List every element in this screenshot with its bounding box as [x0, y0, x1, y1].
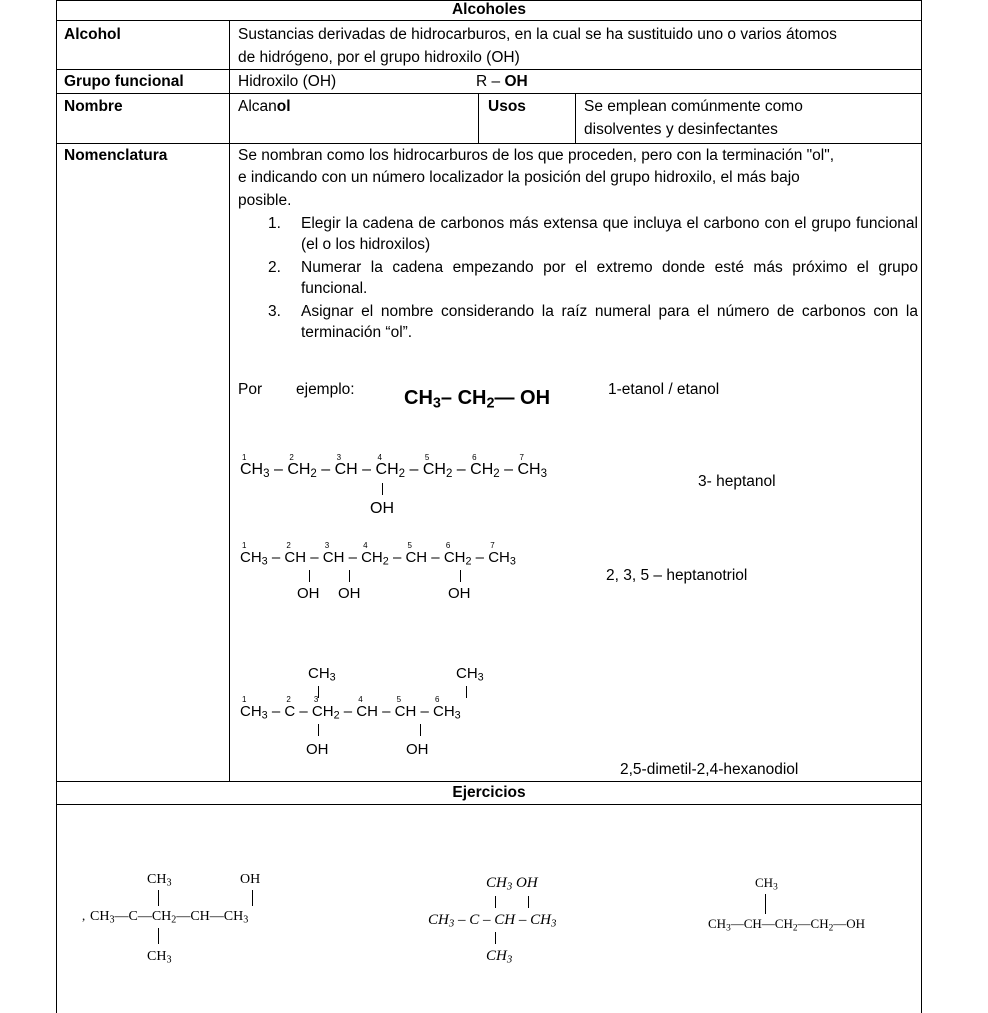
- border-usos-left: [478, 93, 479, 143]
- exercise2-bond-top-c: [495, 896, 496, 908]
- example1-formula: $CH_3-$ $CH_2—$ OH: [404, 387, 551, 412]
- nomenclatura-intro-line-1: Se nombran como los hidrocarburos de los que proceden, pero con la terminación "ol",: [238, 147, 835, 164]
- exercise1-bond-top-c: [158, 890, 159, 906]
- example3-bond-c2: [309, 570, 310, 582]
- grupo-funcional-formula: [476, 72, 528, 92]
- example2-name: 3- heptanol: [698, 473, 776, 490]
- example2-bond: [382, 483, 383, 495]
- nomenclatura-steps: [268, 214, 918, 346]
- exercise3-formula: $CH_3—CH—CH_2—CH_2—OH$: [708, 916, 866, 934]
- alcohol-definition-line-1: Sustancias derivadas de hidrocarburos, en la cual se ha sustituido uno o varios átomos: [238, 26, 837, 43]
- border-left: [56, 0, 57, 1013]
- step-text: Elegir la cadena de carbonos más extensa que incluya el carbono con el grupo funcional (el o los hidroxilos): [301, 215, 918, 253]
- example4-ch3-top-c2: $CH_3$: [308, 665, 336, 684]
- formula-oh: OH: [504, 73, 528, 90]
- example1-name: 1-etanol / etanol: [608, 381, 720, 398]
- row-label-grupo-funcional: Grupo funcional: [64, 73, 184, 90]
- row-label-nombre: Nombre: [64, 98, 123, 115]
- nombre-value: [238, 97, 291, 117]
- example4-bond-bottom-c2: [318, 724, 319, 736]
- step-text: Numerar la cadena empezando por el extremo donde esté más próximo el grupo funcional.: [301, 259, 918, 297]
- step-item: [268, 302, 918, 343]
- exercise1-formula: $CH_3—C—CH_2—CH—CH_3$: [90, 909, 249, 926]
- grupo-funcional-value: Hidroxilo (OH): [238, 73, 337, 90]
- exercise2-bond-top-ch: [528, 896, 529, 908]
- example-label-ejemplo: ejemplo:: [296, 381, 355, 398]
- example3-oh-c2: OH: [297, 585, 320, 602]
- exercise3-bond-top: [765, 894, 766, 914]
- example3-oh-c3: OH: [338, 585, 361, 602]
- formula-r: R –: [476, 73, 505, 90]
- nomenclatura-intro-line-2: e indicando con un número localizador la posición del grupo hidroxilo, el más bajo: [238, 169, 800, 186]
- step-text: Asignar el nombre considerando la raíz numeral para el número de carbonos con la terminación “ol”.: [301, 303, 918, 341]
- border-title-bottom: [56, 20, 922, 21]
- example4-oh-c4: OH: [406, 741, 429, 758]
- alcohol-definition-line-2: de hidrógeno, por el grupo hidroxilo (OH): [238, 49, 520, 66]
- example3-bond-c5: [460, 570, 461, 582]
- example4-oh-c2: OH: [306, 741, 329, 758]
- exercise1-ch3-top: $CH_3$: [147, 872, 172, 889]
- border-nombre-bottom: [56, 143, 922, 144]
- exercise3-ch3-top: $CH_3$: [755, 875, 778, 893]
- exercise1-bond-top-ch: [252, 890, 253, 906]
- example2-formula: 1 $CH_3$ – 2 $CH_2$ – 3 CH – 4 $CH_2$ – 5 $CH_2$ – 6 $CH_2$ – 7 $CH_3$: [240, 453, 547, 480]
- example4-ch3-top-c5: $CH_3$: [456, 665, 484, 684]
- exercise1-dot: ,: [82, 908, 86, 923]
- border-label-column: [229, 20, 230, 781]
- exercise1-bond-bottom-c: [158, 928, 159, 944]
- exercise2-top-groups: $CH_3$ OH: [486, 875, 538, 893]
- row-label-nomenclatura: Nomenclatura: [64, 147, 168, 164]
- page-title: Alcoholes: [451, 1, 527, 18]
- example3-oh-c5: OH: [448, 585, 471, 602]
- example3-bond-c3: [349, 570, 350, 582]
- ejercicios-title: Ejercicios: [452, 784, 526, 801]
- row-label-alcohol: Alcohol: [64, 26, 121, 43]
- nomenclatura-intro-line-3: posible.: [238, 192, 292, 209]
- example4-name: 2,5-dimetil-2,4-hexanodiol: [620, 761, 799, 778]
- nombre-prefix: Alcan: [238, 98, 277, 115]
- exercise1-ch3-bottom: $CH_3$: [147, 949, 172, 966]
- step-item: [268, 214, 918, 255]
- usos-line-2: disolventes y desinfectantes: [584, 121, 778, 138]
- example3-name: 2, 3, 5 – heptanotriol: [606, 567, 748, 584]
- border-ejercicios-header-bottom: [56, 804, 922, 805]
- exercise2-bond-bottom-c: [495, 932, 496, 944]
- example2-oh: OH: [370, 500, 394, 517]
- exercise2-formula: $CH_3$ – C – CH – $CH_3$: [428, 912, 557, 930]
- usos-line-1: Se emplean comúnmente como: [584, 98, 803, 115]
- step-number: 2.: [268, 259, 281, 276]
- example4-formula: 1 $CH_3$ – 2 C – 3 $CH_2$ – 4 CH – 5 CH – 6 $CH_3$: [240, 695, 461, 722]
- nombre-suffix: ol: [276, 98, 291, 115]
- border-alcohol-bottom: [56, 69, 922, 70]
- example4-bond-top-c5: [466, 686, 467, 698]
- border-usos-right: [575, 93, 576, 143]
- example3-formula: 1 $CH_3$ – 2 CH – 3 CH – 4 $CH_2$ – 5 CH – 6 $CH_2$ – 7 $CH_3$: [240, 541, 516, 568]
- example4-bond-bottom-c4: [420, 724, 421, 736]
- exercise1-oh-top: OH: [240, 872, 261, 887]
- border-right: [921, 0, 922, 1013]
- exercise2-ch3-bottom: $CH_3$: [486, 948, 513, 966]
- example-label-por: Por: [238, 381, 263, 398]
- border-grupo-bottom: [56, 93, 922, 94]
- border-nomenclatura-bottom: [56, 781, 922, 782]
- step-number: 1.: [268, 215, 281, 232]
- step-number: 3.: [268, 303, 281, 320]
- usos-label: Usos: [488, 98, 526, 115]
- step-item: [268, 258, 918, 299]
